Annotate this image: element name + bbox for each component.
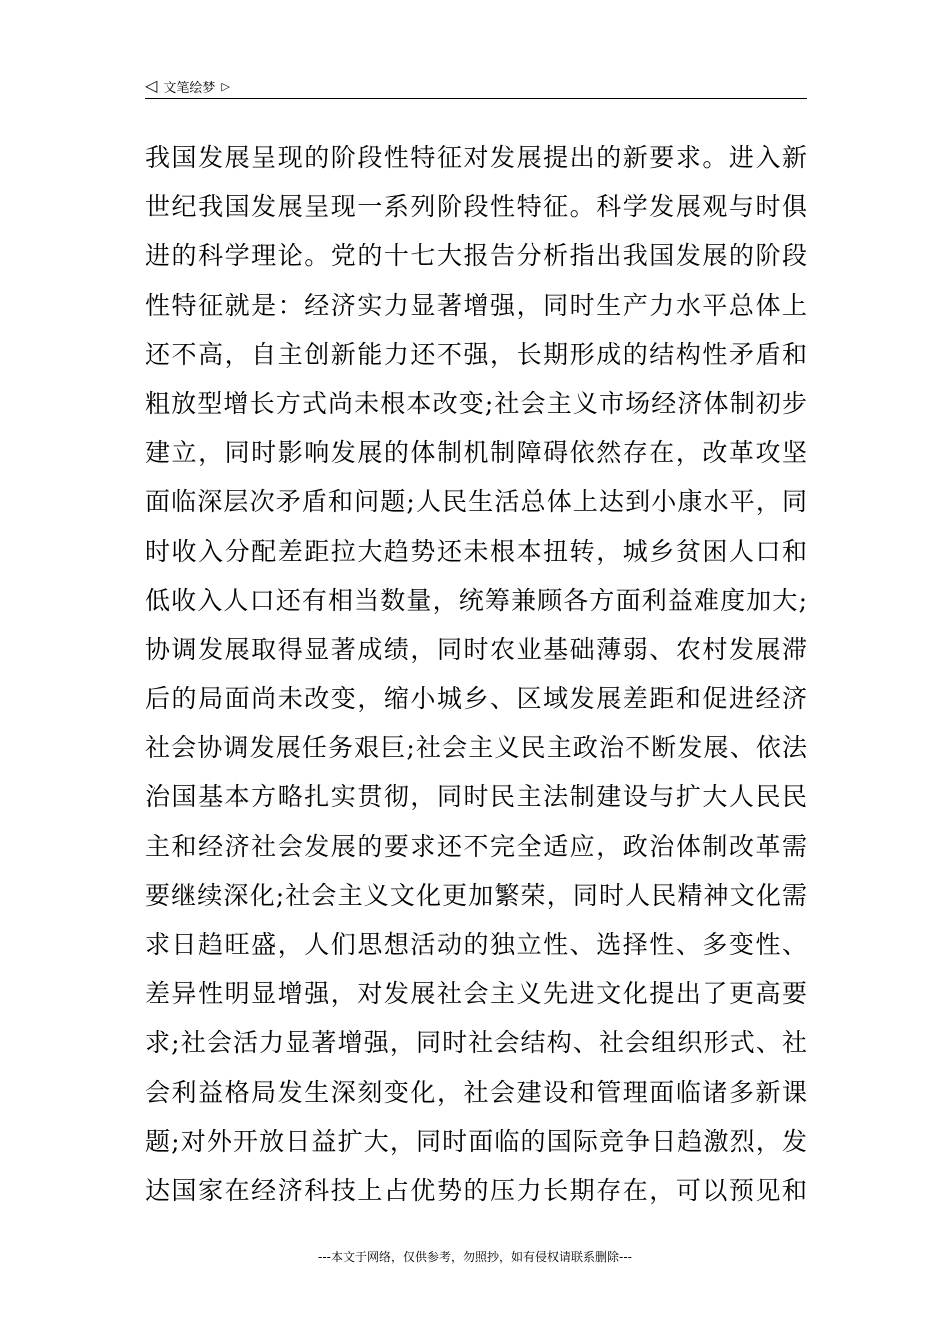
text-line: 建立，同时影响发展的体制机制障碍依然存在，改革攻坚 — [145, 438, 807, 468]
text-line: 性特征就是：经济实力显著增强，同时生产力水平总体上 — [145, 290, 807, 320]
text-line: 差异性明显增强，对发展社会主义先进文化提出了更高要 — [145, 979, 807, 1009]
text-line: 会利益格局发生深刻变化，社会建设和管理面临诸多新课 — [145, 1077, 807, 1107]
body-text — [145, 133, 807, 1215]
text-line: 协调发展取得显著成绩，同时农业基础薄弱、农村发展滞 — [145, 634, 807, 664]
text-line: 还不高，自主创新能力还不强，长期形成的结构性矛盾和 — [145, 339, 807, 369]
text-line: 粗放型增长方式尚未根本改变;社会主义市场经济体制初步 — [145, 388, 807, 418]
text-line: 主和经济社会发展的要求还不完全适应，政治体制改革需 — [145, 831, 807, 861]
header-title: 文笔绘梦 — [163, 80, 216, 96]
page-header — [145, 74, 807, 99]
text-line: 达国家在经济科技上占优势的压力长期存在，可以预见和 — [145, 1175, 807, 1205]
page-footer: ---本文于网络，仅供参考，勿照抄，如有侵权请联系删除--- — [318, 1250, 632, 1264]
text-line: 要继续深化;社会主义文化更加繁荣，同时人民精神文化需 — [145, 880, 807, 910]
text-line: 我国发展呈现的阶段性特征对发展提出的新要求。进入新 — [145, 143, 807, 172]
text-line: 社会协调发展任务艰巨;社会主义民主政治不断发展、依法 — [145, 733, 807, 763]
text-line: 时收入分配差距拉大趋势还未根本扭转，城乡贫困人口和 — [145, 536, 807, 566]
triangle-right-icon: ▷ — [221, 79, 230, 93]
text-line: 进的科学理论。党的十七大报告分析指出我国发展的阶段 — [145, 241, 807, 271]
text-line: 题;对外开放日益扩大，同时面临的国际竞争日趋激烈，发 — [145, 1126, 807, 1156]
triangle-left-icon: ◁ — [145, 76, 158, 95]
text-line: 世纪我国发展呈现一系列阶段性特征。科学发展观与时俱 — [145, 192, 807, 222]
text-line: 求日趋旺盛，人们思想活动的独立性、选择性、多变性、 — [145, 930, 807, 959]
text-line: 低收入人口还有相当数量，统筹兼顾各方面利益难度加大; — [145, 585, 807, 615]
text-line: 面临深层次矛盾和问题;人民生活总体上达到小康水平，同 — [145, 487, 807, 517]
text-line: 求;社会活力显著增强，同时社会结构、社会组织形式、社 — [145, 1028, 807, 1058]
text-line: 治国基本方略扎实贯彻，同时民主法制建设与扩大人民民 — [145, 782, 807, 812]
text-line: 后的局面尚未改变，缩小城乡、区域发展差距和促进经济 — [145, 684, 807, 714]
